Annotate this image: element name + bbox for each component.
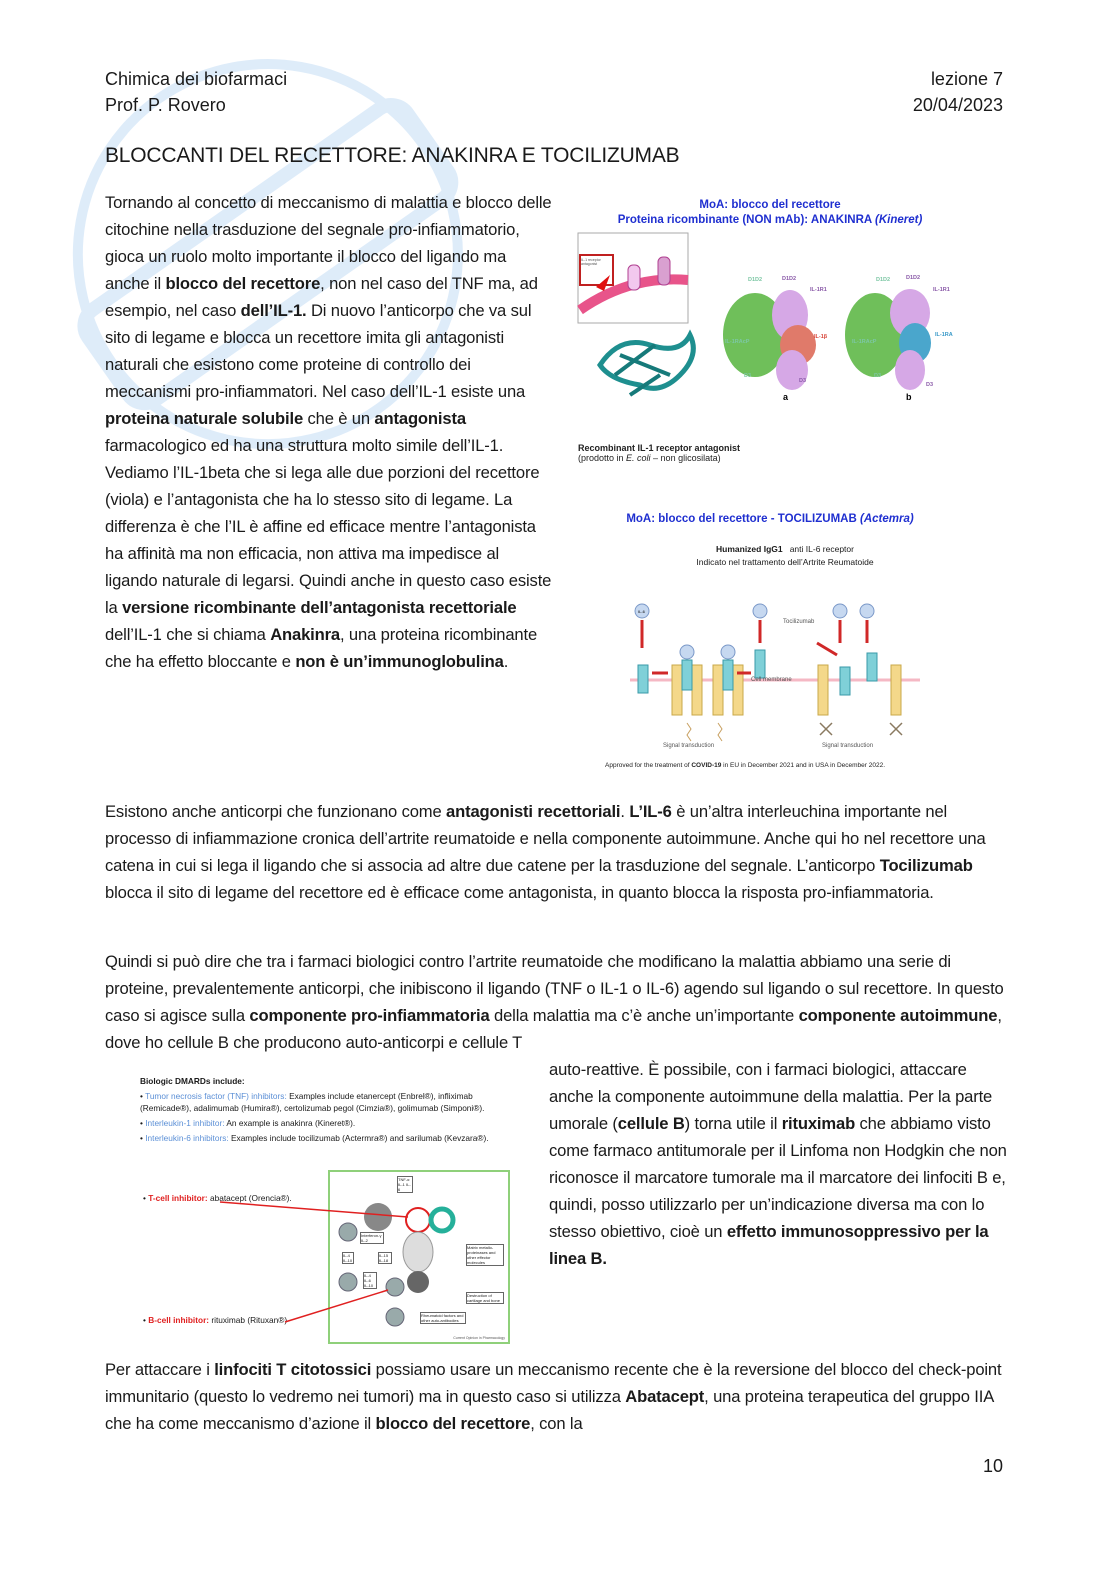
dmard-text: Examples include etanercept (Enbrel®), infliximab (Remicade®), adalimumab (Humira®), certolizumab pegol (Cimzia®), golimumab (Simponi®). <box>140 1091 485 1113</box>
il6-receptor-diagram <box>575 505 970 780</box>
dmard-text: An example is anakinra (Kineret®). <box>224 1118 356 1128</box>
text: Humanized IgG1 <box>716 544 783 554</box>
paragraph-dmards <box>105 948 1007 1056</box>
figure2-footer <box>605 762 885 769</box>
text: Esistono anche anticorpi che funzionano come <box>105 802 447 821</box>
structure-label-il1racp: IL-1RAcP <box>852 339 877 345</box>
text: Indicato nel trattamento dell’Artrite Reumatoide <box>696 557 874 567</box>
text: dell’IL-1 che si chiama <box>105 625 271 644</box>
cytokine-box: Interferon-γ IL-2 <box>360 1232 384 1244</box>
figure3-heading: Biologic DMARDs include: <box>140 1076 245 1086</box>
text: ) torna utile il <box>684 1114 782 1133</box>
header-right <box>913 66 1003 118</box>
bold-text: linfociti T citotossici <box>214 1360 372 1379</box>
bold-text: L’IL-6 <box>629 802 672 821</box>
text: auto-reattive. È possibile, con i farmaci biologici, attaccare anche la componente autoimmune della malattia. Per la parte umorale ( <box>549 1060 993 1133</box>
text: . <box>503 652 509 671</box>
cytokine-box: IL-15 IL-18 <box>378 1252 392 1264</box>
dmard-item: • Tumor necrosis factor (TNF) inhibitors: Examples include etanercept (Enbrel®), infliximab (Remicade®), adalimumab (Humira®), certolizumab pegol (Cimzia®), golimumab (Simponi®). <box>140 1091 485 1113</box>
bold-text: componente autoimmune <box>798 1006 998 1025</box>
text: Quindi si può dire che tra i farmaci biologici contro l’artrite reumatoide che modificano la malattia abbiamo una serie di proteine, prevalentemente anticorpi, che inibiscono il ligando (TNF o IL-1 o IL-6) agendo sul ligando o sul recettore. In questo caso si agisce sulla <box>105 952 1004 1025</box>
cytokine-box: TNF-α IL-1 IL-6 <box>397 1176 413 1193</box>
text: , con la <box>530 1414 583 1433</box>
figure1-illustration <box>570 195 970 475</box>
dmard-item: • Interleukin-6 inhibitors: Examples include tocilizumab (Actermra®) and sarilumab (Kevzara®). <box>140 1133 489 1143</box>
structure-label-d1d2: D1D2 <box>906 275 921 281</box>
text: E. coli <box>626 453 651 463</box>
figure-source: Current Opinion in Pharmacology <box>453 1336 505 1340</box>
structure-label-d1d2: D1D2 <box>876 277 891 283</box>
bold-text: antagonista <box>374 409 466 428</box>
paragraph-tocilizumab <box>105 798 1005 906</box>
text: della malattia ma c’è anche un’importante <box>489 1006 799 1025</box>
bold-text: blocco del recettore <box>165 274 321 293</box>
figure-biologic-dmards <box>140 1075 525 1347</box>
text: , una proteina ricombinante che ha effetto bloccante e <box>105 625 538 671</box>
text: , non nel caso del TNF ma, ad esempio, nel caso <box>105 274 538 320</box>
header-left <box>105 66 287 118</box>
bold-text: effetto immunosoppressivo per la linea B. <box>549 1222 989 1268</box>
effector-box: Matrix metallo-proteinases and other effector molecules <box>466 1244 504 1266</box>
ra-pathway-diagram <box>328 1170 510 1344</box>
section-title: BLOCCANTI DEL RECETTORE: ANAKINRA E TOCILIZUMAB <box>105 144 680 167</box>
text: , dove ho cellule B che producono auto-anticorpi e cellule T <box>105 1006 1002 1052</box>
dmard-text: abatacept (Orencia®). <box>207 1193 292 1203</box>
figure1-title1: MoA: blocco del recettore <box>699 199 841 211</box>
paragraph-anakinra <box>105 189 553 675</box>
text: Proteina ricombinante (NON mAb): ANAKINRA <box>617 214 872 226</box>
structure-label-d3: D3 <box>744 373 752 379</box>
text: (prodotto in <box>578 453 627 463</box>
text: blocca il sito di legame del recettore ed è efficace come antagonista, in quanto blocca la risposta pro-infiammatoria. <box>105 883 934 902</box>
bold-text: Anakinra <box>270 625 340 644</box>
text: . <box>620 802 630 821</box>
caption-bold: Recombinant IL-1 receptor antagonist <box>578 443 741 453</box>
professor-name: Prof. P. Rovero <box>105 95 226 115</box>
structure-label-il1beta: IL-1β <box>814 334 828 340</box>
bold-text: Tocilizumab <box>879 856 973 875</box>
bold-text: antagonisti recettoriali <box>446 802 621 821</box>
text: in EU in December 2021 and in USA in December 2022. <box>721 762 886 769</box>
signal-transduction-label: Signal transduction <box>822 743 874 749</box>
structure-label-d3: D3 <box>926 382 934 388</box>
text: che è un <box>303 409 375 428</box>
text: possiamo usare un meccanismo recente che è la reversione del blocco del check-point immunitario (questo lo vedremo nei tumori) ma in questo caso si utilizza <box>105 1360 1002 1406</box>
text: , una proteina terapeutica del gruppo IIA che ha come meccanismo d’azione il <box>105 1387 994 1433</box>
text: MoA: blocco del recettore - TOCILIZUMAB <box>626 513 857 525</box>
lesson-number: lezione 7 <box>930 69 1003 89</box>
dmard-label: B-cell inhibitor: <box>148 1315 210 1325</box>
dmard-text: Examples include tocilizumab (Actermra®) and sarilumab (Kevzara®). <box>228 1133 489 1143</box>
cell-membrane-label: Cell membrane <box>751 677 792 683</box>
lesson-date: 20/04/2023 <box>912 95 1003 115</box>
paragraph-rituximab <box>549 1056 1007 1272</box>
dmard-item: • Interleukin-1 inhibitor: An example is anakinra (Kineret®). <box>140 1118 356 1128</box>
il6-label: IL-6 <box>638 609 645 614</box>
text: è un’altra interleuchina importante nel processo di infiammazione cronica dell’artrite reumatoide e nella componente autoimmune. Anche qui ho nel recettore una catena in cui si lega il ligando che si associa ad altre due catene per la trasduzione del segnale. L’anticorpo <box>105 802 986 875</box>
dmard-label: T-cell inhibitor: <box>148 1193 208 1203</box>
bold-text: cellule B <box>617 1114 685 1133</box>
dmard-label: Interleukin-1 inhibitor: <box>145 1118 225 1128</box>
panel-a-label: a <box>783 392 789 402</box>
text: COVID-19 <box>691 762 722 769</box>
paragraph-abatacept <box>105 1356 1005 1437</box>
tocilizumab-label: Tocilizumab <box>783 619 815 625</box>
structure-label-il1ra: IL-1RA <box>935 332 953 338</box>
bold-text: versione ricombinante dell’antagonista recettoriale <box>122 598 517 617</box>
text: farmacologico ed ha una struttura molto simile dell’IL-1. Vediamo l’IL-1beta che si lega alle due porzioni del recettore (viola) e l’antagonista che ha lo stesso sito di legame. La differenza è che l’IL è affine ed efficace mentre l’antagonista ha affinità ma non efficacia, non attiva ma impedisce al ligando naturale di legarsi. Quindi anche in questo caso esiste la <box>105 436 552 617</box>
dmard-label: Interleukin-6 inhibitors: <box>145 1133 229 1143</box>
autoantibody-box: Rheumatoid factors and other auto-antibodies <box>420 1312 466 1324</box>
bold-text: Abatacept <box>625 1387 705 1406</box>
bold-text: blocco del recettore <box>375 1414 531 1433</box>
text: – non glicosilata) <box>650 453 721 463</box>
text: anti IL-6 receptor <box>789 544 854 554</box>
bold-text: rituximab <box>781 1114 856 1133</box>
bold-text: componente pro-infiammatoria <box>249 1006 490 1025</box>
course-name: Chimica dei biofarmaci <box>105 69 288 89</box>
text: Di nuovo l’anticorpo che va sul sito di legame e blocca un recettore imita gli antagonisti naturali che esistono come proteine di controllo dei meccanismi pro-infiammatori. Nel caso dell’IL-1 esiste una <box>105 301 532 401</box>
dmard-label: Tumor necrosis factor (TNF) inhibitors: <box>145 1091 287 1101</box>
brand-name: (Kineret) <box>875 214 923 226</box>
figure-tocilizumab <box>575 505 970 780</box>
bold-text: non è un’immunoglobulina <box>295 652 504 671</box>
bold-text: dell’IL-1. <box>240 301 307 320</box>
brand-name: (Actemra) <box>859 513 914 525</box>
signal-transduction-label: Signal transduction <box>663 743 715 749</box>
text: Per attaccare i <box>105 1360 215 1379</box>
tcell-inhibitor: • T-cell inhibitor: abatacept (Orencia®). <box>143 1193 292 1203</box>
structure-label-il1racp: IL-1RAcP <box>725 339 750 345</box>
bcell-inhibitor: • B-cell inhibitor: rituximab (Rituxan®) <box>143 1315 288 1325</box>
bold-text: proteina naturale solubile <box>105 409 304 428</box>
structure-label-il1r1: IL-1R1 <box>933 287 950 293</box>
destruction-box: Destruction of cartilage and bone <box>466 1292 504 1304</box>
structure-label-d3: D3 <box>874 373 882 379</box>
text: Tornando al concetto di meccanismo di malattia e blocco delle citochine nella trasduzione del segnale pro-infiammatorio, gioca un ruolo molto importante il blocco del ligando ma anche il <box>105 193 552 293</box>
page-number: 10 <box>983 1456 1004 1476</box>
cytokine-box: IL-4 IL-6 IL-10 <box>363 1272 377 1289</box>
dmard-text: rituximab (Rituxan®) <box>209 1315 288 1325</box>
structure-label-d1d2: D1D2 <box>748 277 763 283</box>
structure-label-d3: D3 <box>799 378 807 384</box>
inset-label: IL-1 receptor antagonist <box>581 258 601 266</box>
structure-label-il1r1: IL-1R1 <box>810 287 827 293</box>
text: che abbiamo visto come farmaco antitumorale per il Linfoma non Hodgkin che non riconosce il marcatore tumorale ma il marcatore dei linfociti B e, quindi, posso utilizzarlo per un’indicazione diversa ma con lo stesso obiettivo, cioè un <box>549 1114 1007 1241</box>
cytokine-box: IL-4 IL-10 <box>343 1253 353 1263</box>
panel-b-label: b <box>906 392 912 402</box>
figure-anakinra <box>570 195 970 475</box>
figure1-caption <box>578 443 740 463</box>
structure-label-d1d2: D1D2 <box>782 276 797 282</box>
text: Approved for the treatment of <box>605 762 692 769</box>
